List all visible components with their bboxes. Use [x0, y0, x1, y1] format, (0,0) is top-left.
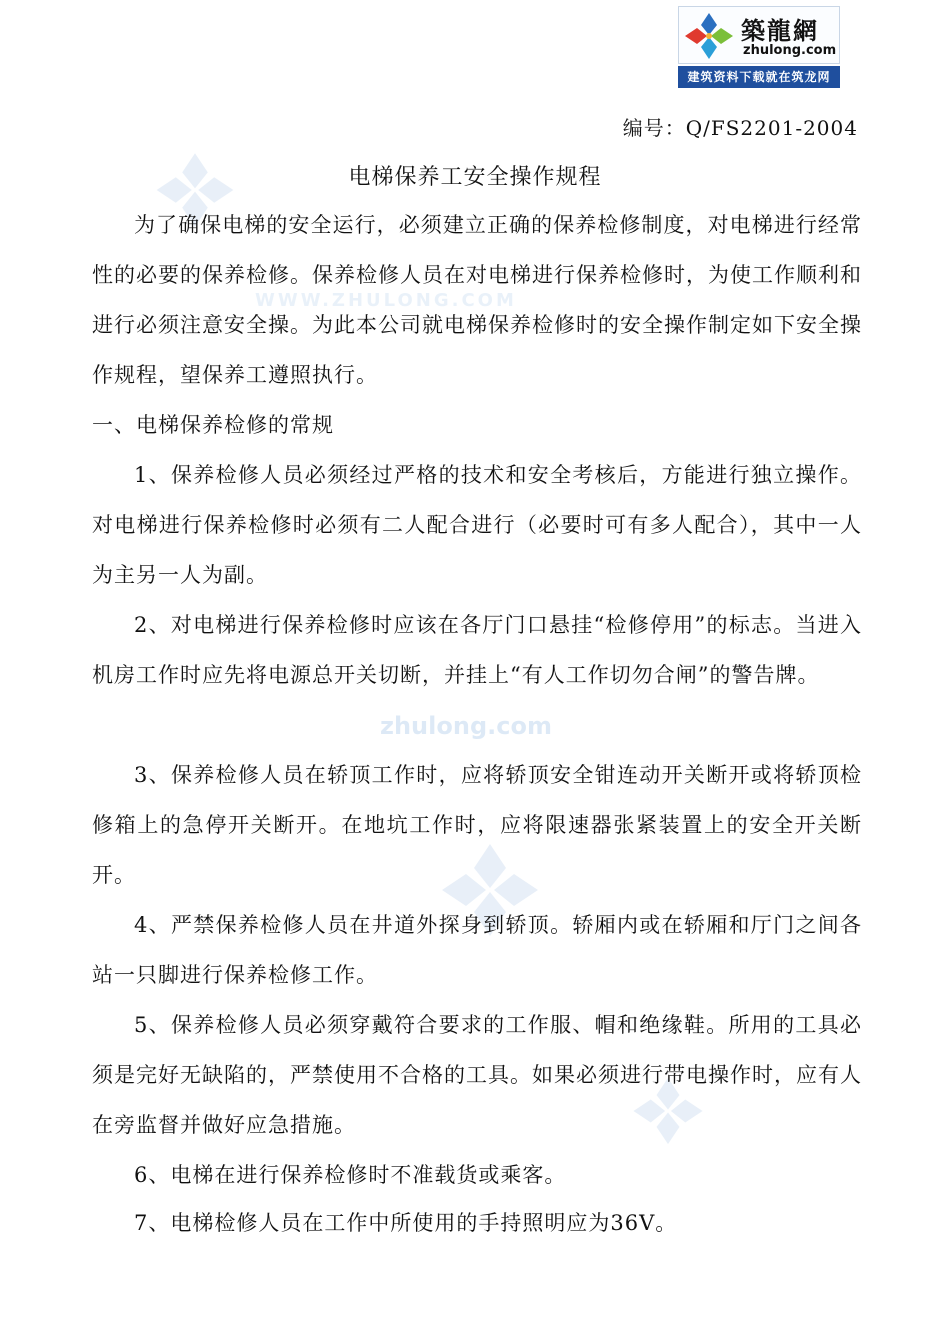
document-title: 电梯保养工安全操作规程: [348, 165, 602, 190]
list-item: 1、保养检修人员必须经过严格的技术和安全考核后，方能进行独立操作。对电梯进行保养检修时必须有二人配合进行（必要时可有多人配合），其中一人为主另一人为副。: [92, 463, 862, 587]
intro-paragraph: 为了确保电梯的安全运行，必须建立正确的保养检修制度，对电梯进行经常性的必要的保养检修。保养检修人员在对电梯进行保养检修时，为使工作顺利和进行必须注意安全操。为此本公司就电梯保养检修时的安全操作制定如下安全操作规程，望保养工遵照执行。: [92, 213, 862, 387]
logo-domain: zhulong.com: [743, 43, 837, 58]
document-number: 编号：Q/FS2201-2004: [622, 116, 858, 140]
list-item: 3、保养检修人员在轿顶工作时，应将轿顶安全钳连动开关断开或将轿顶检修箱上的急停开关断开。在地坑工作时，应将限速器张紧装置上的安全开关断开。: [92, 763, 862, 887]
list-item: 6、电梯在进行保养检修时不准载货或乘客。: [134, 1163, 567, 1187]
logo-name-cn: 築龍網: [741, 17, 819, 45]
logo-header: [678, 6, 840, 64]
watermark-text: zhulong.com: [380, 712, 552, 740]
zhulong-logo-icon: [683, 11, 735, 61]
list-item: 5、保养检修人员必须穿戴符合要求的工作服、帽和绝缘鞋。所用的工具必须是完好无缺陷的，严禁使用不合格的工具。如果必须进行带电操作时，应有人在旁监督并做好应急措施。: [92, 1013, 862, 1137]
list-item: 7、电梯检修人员在工作中所使用的手持照明应为36V。: [134, 1211, 678, 1235]
zhulong-logo: [678, 6, 840, 84]
list-item: 2、对电梯进行保养检修时应该在各厅门口悬挂“检修停用”的标志。当进入机房工作时应先将电源总开关切断，并挂上“有人工作切勿合闸”的警告牌。: [92, 613, 862, 687]
list-item: 4、严禁保养检修人员在井道外探身到轿顶。轿厢内或在轿厢和厅门之间各站一只脚进行保养检修工作。: [92, 913, 862, 987]
section-heading: 一、电梯保养检修的常规: [92, 413, 334, 437]
watermark-url-text: WWW.ZHULONG.COM: [255, 290, 517, 311]
logo-slogan: 建筑资料下载就在筑龙网: [678, 66, 840, 88]
